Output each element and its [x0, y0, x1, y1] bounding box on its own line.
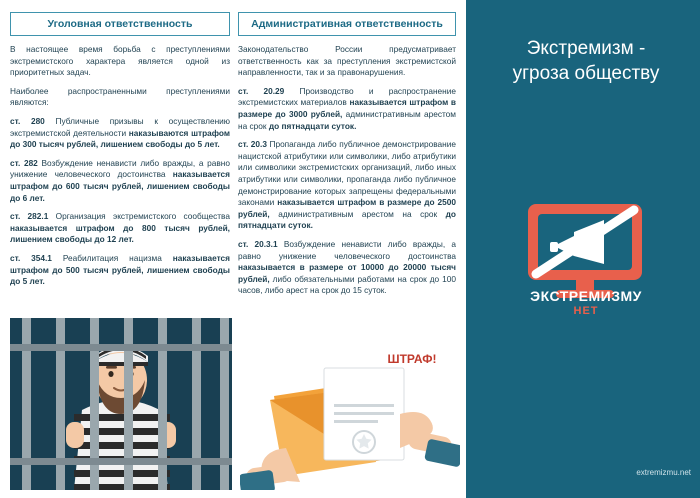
article-text-2: административным арестом на срок [269, 208, 446, 219]
emblem-label: ЭКСТРЕМИЗМУ [530, 288, 642, 304]
article-id: ст. 20.3 [238, 139, 267, 150]
article-text: Реабилитация нацизма [51, 252, 173, 263]
article-penalty-2: до пятнадцати суток. [268, 120, 357, 131]
article-penalty: наказываются штрафом до 300 тысяч рублей, лишением свободы до 5 лет. [10, 127, 231, 150]
administrative-body [238, 44, 456, 297]
emblem-sublabel: НЕТ [573, 305, 599, 317]
administrative-article-20-3 [238, 139, 456, 232]
article-penalty: наказывается штрафом до 500 тысяч рублей, лишением свободы до 5 лет. [10, 252, 230, 287]
article-penalty: наказывается штрафом до 800 тысяч рублей, лишением свободы до 12 лет. [10, 222, 230, 245]
article-penalty: наказывается штрафом в размере до 2500 рублей, [238, 197, 456, 219]
brochure-title [488, 36, 684, 86]
criminal-intro-1: В настоящее время борьба с преступлениями экстремистского характера является одной из приоритетных задач. [10, 44, 230, 78]
administrative-article-20-29 [238, 86, 456, 132]
article-text-2: либо обязательными работами на срок до 100 часов, либо арест на срок до 15 суток. [238, 273, 456, 296]
article-id: ст. 282.1 [10, 211, 49, 222]
fine-label: ШТРАФ! [387, 352, 437, 366]
article-penalty: наказывается в размере от 10000 до 20000 тысяч рублей, [238, 262, 456, 284]
article-text: Возбуждение ненависти либо вражды, а равно унижение человеческого достоинства [10, 157, 230, 180]
article-text: Возбуждение ненависти либо вражды, а равно унижение человеческого достоинства [238, 238, 456, 261]
article-penalty-2: до пятнадцати суток. [238, 208, 456, 231]
article-text: Производство и распространение экстремистских материалов [238, 85, 457, 108]
criminal-body [10, 44, 230, 288]
administrative-heading: Административная ответственность [238, 12, 456, 36]
administrative-article-20-3-1 [238, 239, 456, 297]
criminal-article-282-1 [10, 211, 230, 246]
article-id: ст. 282 [10, 157, 38, 168]
criminal-article-280 [10, 116, 230, 151]
article-text: Пропаганда либо публичное демонстрирование нацистской атрибутики или символики, либо атрибутики или символики экстремистских организаций, либо иных атрибутики или символики, пропаганда либо публичное демонстрирование которых запрещены федеральными законами [238, 139, 457, 208]
column-administrative [238, 12, 456, 297]
criminal-article-354-1 [10, 253, 230, 288]
article-text-2: административным арестом на срок [238, 108, 456, 131]
article-id: ст. 354.1 [10, 252, 52, 263]
criminal-article-282 [10, 158, 230, 204]
criminal-heading: Уголовная ответственность [10, 12, 230, 36]
administrative-intro-1: Законодательство России предусматривает ответственность как за преступления экстремистской направленности, так и за правонарушения. [238, 44, 456, 78]
article-penalty: наказывается штрафом в размере до 3000 рублей, [238, 97, 456, 119]
prisoner-behind-bars-illustration [10, 318, 232, 490]
brochure-title-line-2: угроза обществу [512, 63, 660, 84]
article-id: ст. 20.29 [238, 85, 285, 96]
article-text: Организация экстремистского сообщества [48, 211, 230, 222]
criminal-intro-2: Наиболее распространенными преступлениями являются: [10, 85, 230, 108]
article-id: ст. 20.3.1 [238, 238, 278, 249]
column-criminal [10, 12, 230, 288]
brochure-title-line-1: Экстремизм - [526, 38, 646, 59]
article-text: Публичные призывы к осуществлению экстремистской деятельности [10, 115, 231, 138]
article-id: ст. 280 [10, 115, 45, 126]
article-penalty: наказывается штрафом до 600 тысяч рублей, лишением свободы до 6 лет. [10, 169, 230, 203]
site-url: extremizmu.net [636, 468, 691, 477]
